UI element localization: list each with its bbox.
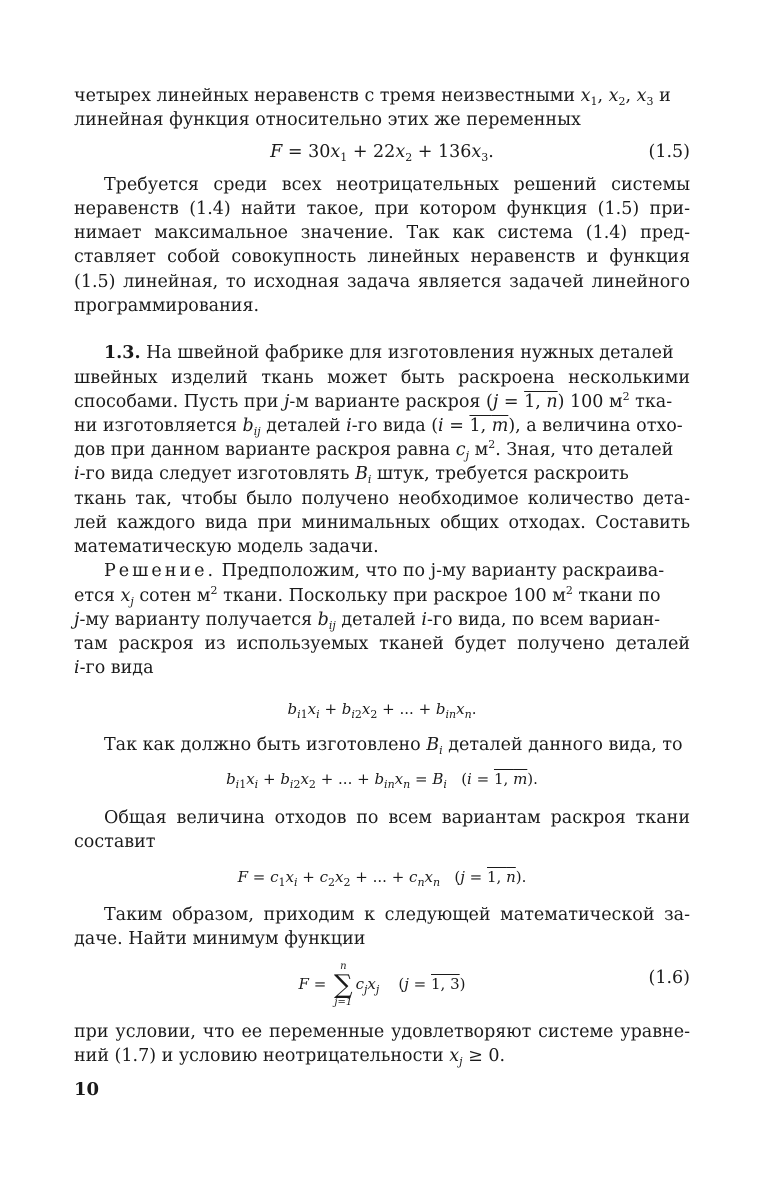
equation-1-5: $F = 30x_1 + 22x_2 + 136x_3$.	[270, 142, 494, 164]
text-line: (1.5) линейная, то исходная задача является задачей линейного	[74, 272, 690, 292]
equation-1-6: F = n ∑ j=1 $c_jx_j$ (j = 1, 3)	[298, 961, 466, 1008]
text-line: Так как должно быть изготовлено $B_i$ деталей данного вида, то	[104, 735, 683, 757]
text-line: j-му варианту получается $b_{ij}$ деталей i-го вида, по всем вариан-	[74, 610, 661, 632]
problem-heading-line: 1.3. На швейной фабрике для изготовления нужных деталей	[104, 343, 674, 363]
text-line: четырех линейных неравенств с тремя неизвестными $x_1$, $x_2$, $x_3$ и	[74, 86, 671, 108]
text-line: ставляет собой совокупность линейных неравенств и функция	[74, 247, 690, 267]
text-line: швейных изделий ткань может быть раскроена несколькими	[74, 368, 690, 388]
equation-sum-b: $b_{i1}x_i + b_{i2}x_2$ + ... + $b_{in}x_n$.	[287, 700, 477, 721]
text-line: способами. Пусть при j-м варианте раскроя (j = 1, n) 100 $м^2$ тка-	[74, 390, 673, 412]
text-line: Общая величина отходов по всем вариантам раскроя ткани	[104, 808, 690, 828]
text-line: нимает максимальное значение. Так как система (1.4) пред-	[74, 223, 690, 243]
text-line: Требуется среди всех неотрицательных решений системы	[104, 175, 690, 195]
equation-waste: $F = c_1x_i + c_2x_2$ + ... + $c_nx_n$ (j = 1, n).	[237, 868, 527, 889]
equation-number: (1.6)	[648, 968, 690, 988]
text-line: составит	[74, 832, 156, 852]
text-line: лей каждого вида при минимальных общих отходах. Составить	[74, 513, 690, 533]
text-line: при условии, что ее переменные удовлетворяют системе уравне-	[74, 1022, 690, 1042]
text-line: Таким образом, приходим к следующей математической за-	[104, 905, 690, 925]
text-line: дов при данном варианте раскроя равна $c_j$ $м^2$. Зная, что деталей	[74, 438, 674, 462]
text-line: программирования.	[74, 296, 260, 316]
text-line: неравенств (1.4) найти такое, при котором функция (1.5) при-	[74, 199, 690, 219]
text-line: i-го вида	[74, 658, 154, 678]
text-line: линейная функция относительно этих же переменных	[74, 110, 581, 130]
equation-number: (1.5)	[648, 142, 690, 162]
text-line: математическую модель задачи.	[74, 537, 379, 557]
text-line: там раскроя из используемых тканей будет получено деталей	[74, 634, 690, 654]
solution-label: Решение.	[104, 561, 217, 581]
equation-constraint: $b_{i1}x_i + b_{i2}x_2$ + ... + $b_{in}x_n = B_i$ (i = 1, m).	[226, 770, 538, 791]
text-line: i-го вида следует изготовлять $B_i$ штук, требуется раскроить	[74, 464, 629, 486]
text-line: ни изготовляется $b_{ij}$ деталей i-го вида (i = 1, m), а величина отхо-	[74, 416, 683, 438]
problem-number: 1.3.	[104, 343, 141, 363]
text-line: Решение. Предположим, что по j-му варианту раскраива-	[104, 561, 665, 581]
text-line: ткань так, чтобы было получено необходимое количество дета-	[74, 489, 690, 509]
text-line: даче. Найти минимум функции	[74, 929, 366, 949]
summation-symbol: n ∑ j=1	[334, 961, 353, 1008]
page-number: 10	[74, 1079, 100, 1100]
text-line: ется $x_j$ сотен $м^2$ ткани. Поскольку при раскрое 100 $м^2$ ткани по	[74, 584, 661, 608]
text-line: ний (1.7) и условию неотрицательности $x_j \ge 0$.	[74, 1046, 506, 1068]
